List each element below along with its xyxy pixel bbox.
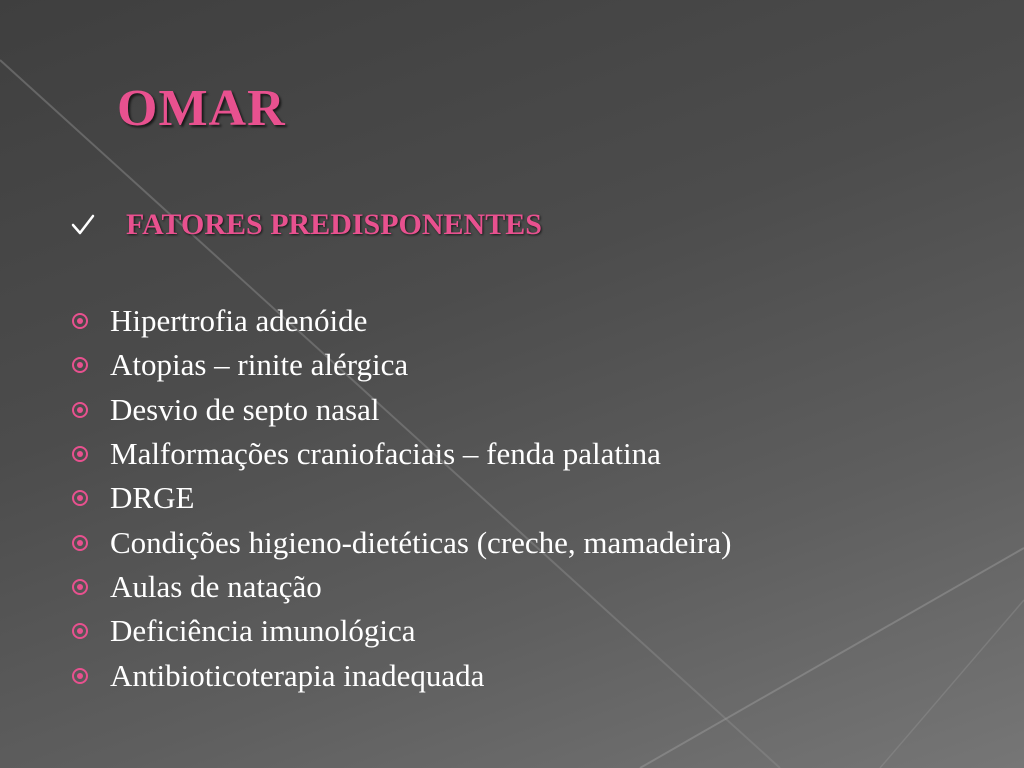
bullet-icon xyxy=(72,535,88,551)
check-icon xyxy=(70,212,96,238)
bullet-icon xyxy=(72,313,88,329)
list-item xyxy=(72,476,731,520)
list-item xyxy=(72,565,731,609)
list-item-text: Antibioticoterapia inadequada xyxy=(110,657,485,693)
list-item-text: Hipertrofia adenóide xyxy=(110,303,368,339)
bullet-icon xyxy=(72,623,88,639)
subtitle: FATORES PREDISPONENTES xyxy=(126,208,542,241)
subtitle-row xyxy=(70,208,542,242)
list-item-text: Deficiência imunológica xyxy=(110,613,416,649)
bullet-icon xyxy=(72,668,88,684)
bullet-icon xyxy=(72,579,88,595)
slide-title: OMAR xyxy=(117,80,286,137)
list-item xyxy=(72,609,731,653)
bullet-icon xyxy=(72,402,88,418)
list-item-text: Desvio de septo nasal xyxy=(110,391,380,427)
list-item xyxy=(72,343,731,387)
list-item xyxy=(72,653,731,697)
list-item xyxy=(72,520,731,564)
bullet-icon xyxy=(72,357,88,373)
list-item-text: DRGE xyxy=(110,480,195,516)
bullet-icon xyxy=(72,446,88,462)
list-item xyxy=(72,388,731,432)
bullet-icon xyxy=(72,490,88,506)
list-item xyxy=(72,432,731,476)
list-item-text: Aulas de natação xyxy=(110,568,322,604)
bullet-list xyxy=(72,299,731,698)
list-item-text: Atopias – rinite alérgica xyxy=(110,347,409,383)
list-item-text: Condições higieno-dietéticas (creche, mamadeira) xyxy=(110,524,732,560)
list-item xyxy=(72,299,731,343)
list-item-text: Malformações craniofaciais – fenda palatina xyxy=(110,436,661,472)
